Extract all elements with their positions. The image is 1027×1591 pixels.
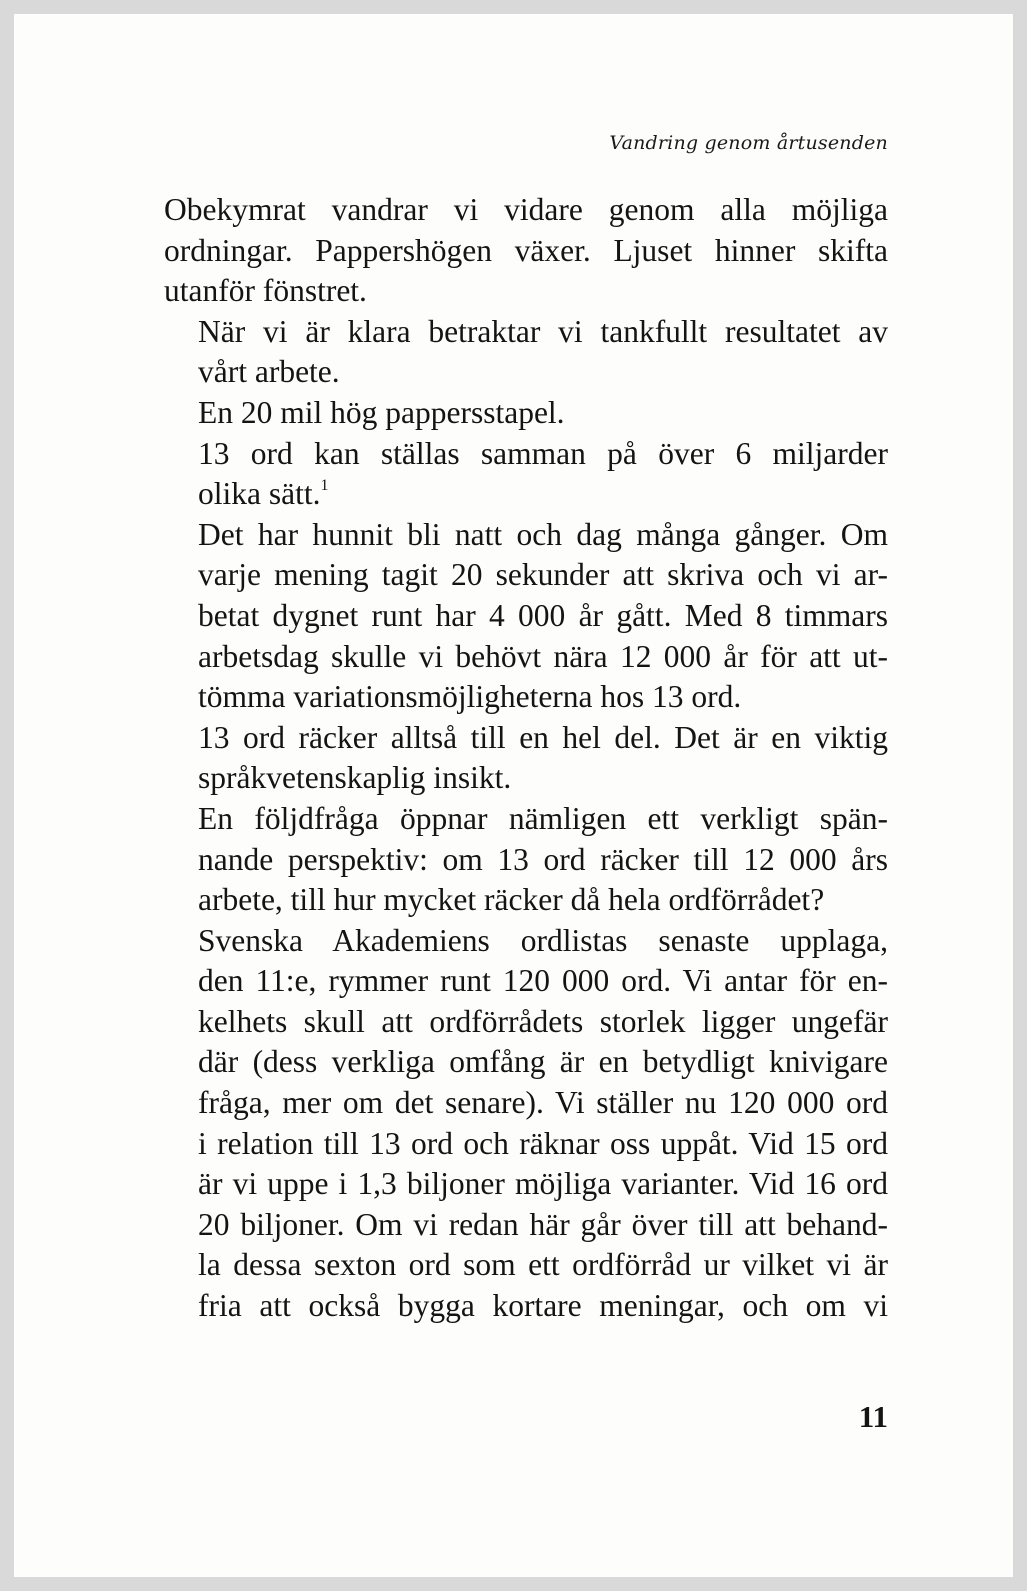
text-line: tömma variationsmöjligheterna hos 13 ord. [198, 679, 742, 715]
text-line-with-footnote [164, 474, 888, 515]
text-line: arbete, till hur mycket räcker då hela ordförrådet? [198, 882, 825, 918]
text-line: där (dess verkliga omfång är en betydligt knivigare [198, 1044, 888, 1080]
text-line: varje mening tagit 20 sekunder att skriva och vi ar- [198, 557, 888, 593]
text-line: 13 ord kan ställas samman på över 6 miljarder [198, 435, 888, 471]
paragraph [164, 718, 888, 799]
paragraph [164, 799, 888, 921]
paragraph [164, 434, 888, 515]
text-line: la dessa sexton ord som ett ordförråd ur vilket vi är [198, 1247, 888, 1283]
text-line: nande perspektiv: om 13 ord räcker till 12 000 års [198, 841, 888, 877]
paragraph [164, 515, 888, 718]
text-line: En följdfråga öppnar nämligen ett verkligt spän- [198, 800, 888, 836]
paragraph [164, 190, 888, 312]
text-line: När vi är klara betraktar vi tankfullt resultatet av [198, 313, 888, 349]
text-line: 13 ord räcker alltså till en hel del. Det är en viktig [198, 719, 888, 755]
footnote-marker[interactable]: 1 [320, 477, 329, 495]
text-line: den 11:e, rymmer runt 120 000 ord. Vi antar för en- [198, 963, 888, 999]
text-line: ordningar. Pappershögen växer. Ljuset hinner skifta [164, 232, 888, 268]
text-line: kelhets skull att ordförrådets storlek ligger ungefär [198, 1003, 888, 1039]
text-line: vårt arbete. [198, 354, 340, 390]
book-page [14, 14, 1013, 1577]
text-line: är vi uppe i 1,3 biljoner möjliga varianter. Vid 16 ord [198, 1166, 888, 1202]
running-head: Vandring genom årtusenden [609, 132, 888, 154]
text-line: fria att också bygga kortare meningar, och om vi [198, 1288, 888, 1324]
text-line: En 20 mil hög pappersstapel. [198, 394, 565, 430]
text-line: arbetsdag skulle vi behövt nära 12 000 år för att ut- [198, 638, 888, 674]
text-line: Obekymrat vandrar vi vidare genom alla möjliga [164, 192, 888, 227]
text-line: betat dygnet runt har 4 000 år gått. Med 8 timmars [198, 597, 888, 633]
text-line: fråga, mer om det senare). Vi ställer nu 120 000 ord [198, 1085, 888, 1121]
page-number: 11 [858, 1399, 888, 1434]
text-line: olika sätt. [198, 476, 321, 512]
text-line: språkvetenskaplig insikt. [198, 760, 512, 796]
text-line: i relation till 13 ord och räknar oss uppåt. Vid 15 ord [198, 1125, 888, 1161]
text-line: Det har hunnit bli natt och dag många gånger. Om [198, 516, 888, 552]
paragraph [164, 921, 888, 1327]
paragraph [164, 393, 888, 434]
text-line: utanför fönstret. [164, 273, 367, 309]
text-line: 20 biljoner. Om vi redan här går över till att behand- [198, 1206, 888, 1242]
body-text [164, 190, 888, 1327]
text-line: Svenska Akademiens ordlistas senaste upplaga, [198, 922, 888, 958]
paragraph [164, 312, 888, 393]
